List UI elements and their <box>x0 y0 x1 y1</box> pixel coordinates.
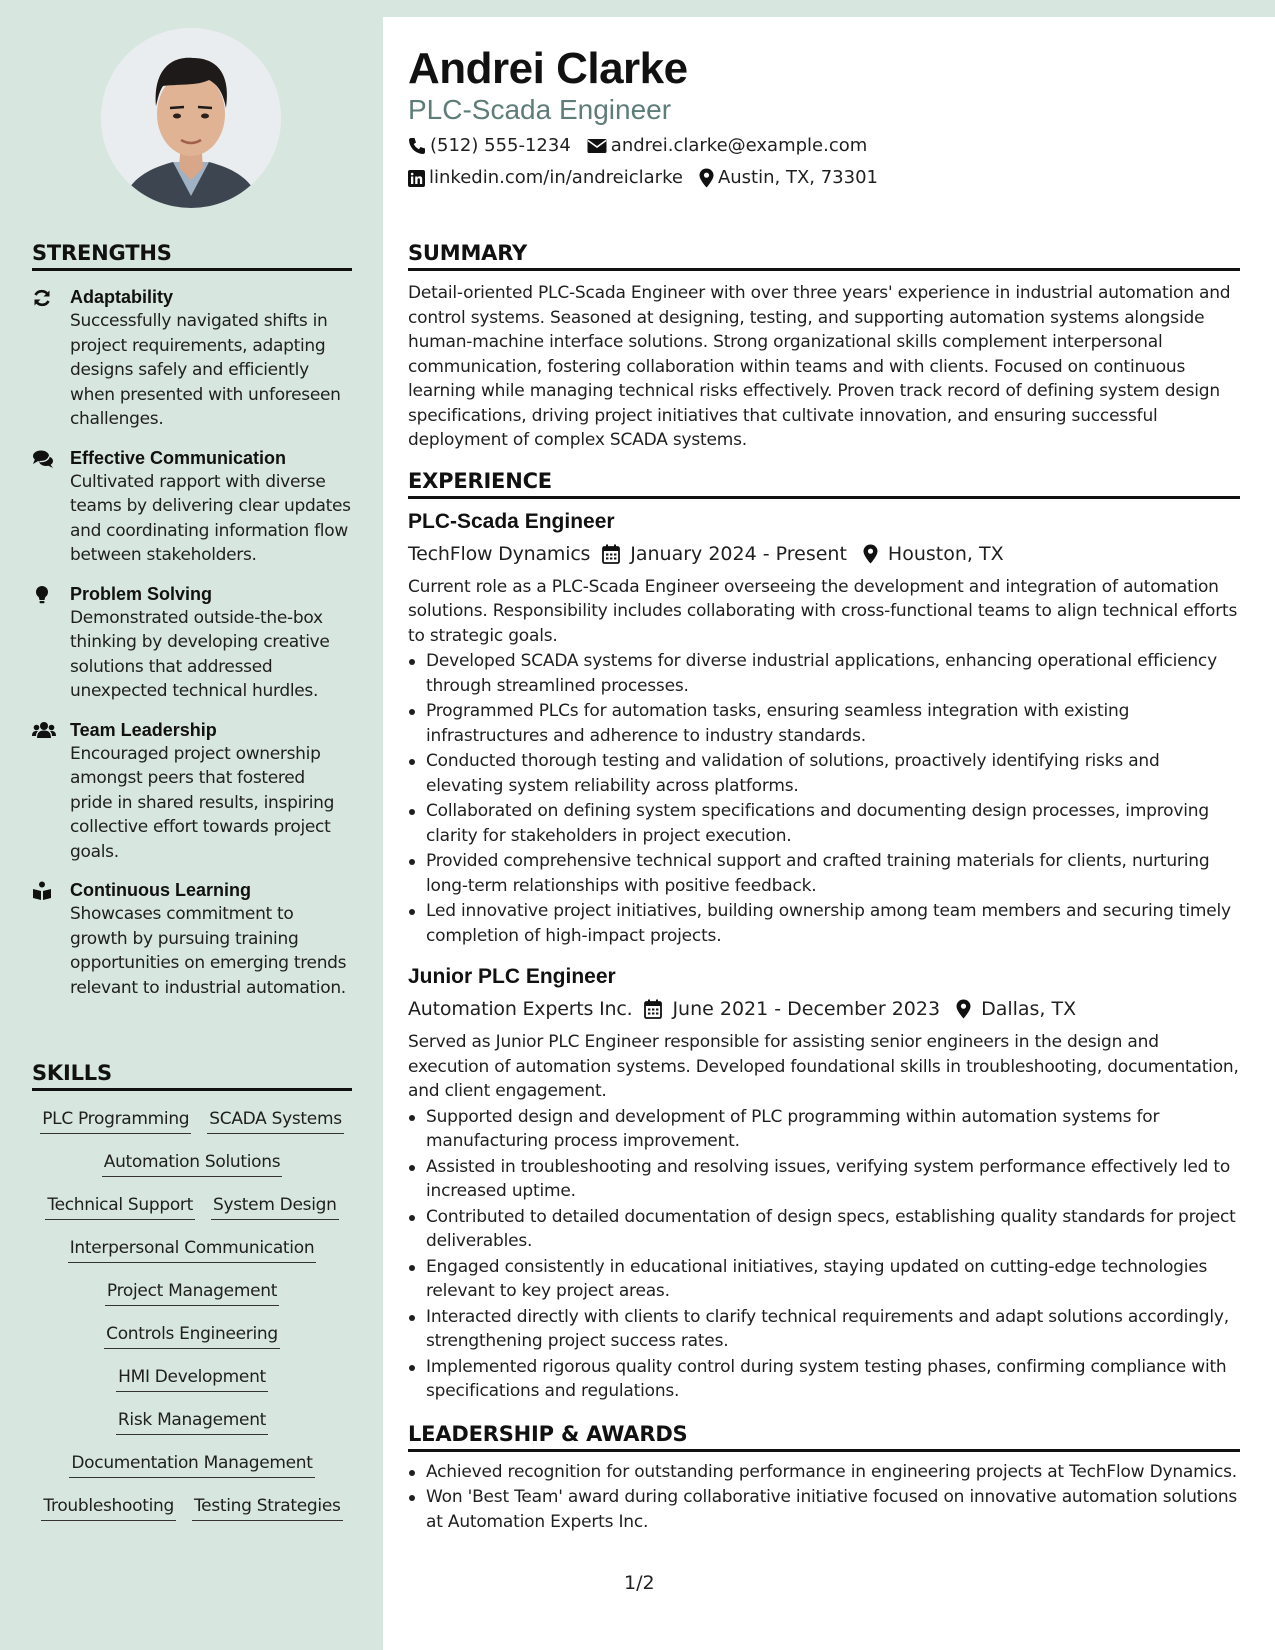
map-pin-icon <box>699 168 714 188</box>
job-location: Houston, TX <box>887 542 1004 565</box>
job-title: PLC-Scada Engineer <box>408 509 615 533</box>
company-name: Automation Experts Inc. <box>408 998 633 1020</box>
strength-description: Showcases commitment to growth by pursuing training opportunities on emerging trends relevant to industrial automation. <box>70 904 347 998</box>
contact-row <box>408 133 1240 159</box>
phone-text: (512) 555-1234 <box>430 135 571 156</box>
job-bullet: Collaborated on defining system specifications and documenting design processes, improving clarity for stakeholders in project execution. <box>408 799 1240 848</box>
map-pin-icon <box>956 999 971 1019</box>
skill-tag: Risk Management <box>116 1408 268 1435</box>
candidate-name: Andrei Clarke <box>408 44 688 93</box>
skill-tag: Troubleshooting <box>41 1494 176 1521</box>
job-bullet: Led innovative project initiatives, building ownership among team members and securing timely completion of high-impact projects. <box>408 899 1240 948</box>
company-name: TechFlow Dynamics <box>408 542 591 565</box>
summary-text: Detail-oriented PLC-Scada Engineer with over three years' experience in industrial automation and control systems. Seasoned at designing, testing, and supporting automation systems alongside human-machine interface solutions. Strong organizational skills complement interpersonal communication, fostering collaboration within teams and with clients. Focused on continuous learning while managing technical risks effectively. Proven track record of defining system design specifications, driving project initiatives that cultivate innovation, and ensuring successful deployment of complex SCADA systems. <box>408 283 1231 450</box>
job-title: Junior PLC Engineer <box>408 965 616 988</box>
job-bullets <box>408 1105 1240 1404</box>
sidebar <box>0 0 383 1650</box>
skill-tag: Interpersonal Communication <box>68 1236 317 1263</box>
main-content <box>408 17 1240 1650</box>
awards-heading: LEADERSHIP & AWARDS <box>408 1422 1240 1452</box>
job-bullet: Interacted directly with clients to clarify technical requirements and adapt solutions accordingly, strengthening project success rates. <box>408 1305 1240 1354</box>
skills-section <box>32 1061 352 1521</box>
experience-heading: EXPERIENCE <box>408 469 1240 499</box>
strength-item <box>32 582 352 704</box>
calendar-icon <box>602 544 620 564</box>
job-bullet: Assisted in troubleshooting and resolving issues, verifying system performance effectively led to increased uptime. <box>408 1155 1240 1204</box>
calendar-icon <box>644 999 662 1019</box>
strength-description: Encouraged project ownership amongst peers that fostered pride in shared results, inspiring collective effort towards project goals. <box>70 743 335 862</box>
job-bullet: Provided comprehensive technical support and crafted training materials for clients, nurturing long-term relationships with positive feedback. <box>408 849 1240 898</box>
skill-tag: System Design <box>211 1193 339 1220</box>
envelope-icon <box>587 138 607 154</box>
email-text[interactable]: andrei.clarke@example.com <box>610 135 868 156</box>
job-bullet: Programmed PLCs for automation tasks, ensuring seamless integration with existing infrastructures and adherence to industry standards. <box>408 699 1240 748</box>
award-item: Achieved recognition for outstanding performance in engineering projects at TechFlow Dynamics. <box>408 1460 1240 1485</box>
strength-description: Cultivated rapport with diverse teams by delivering clear updates and coordinating information flow between stakeholders. <box>70 471 351 565</box>
skill-tag: Technical Support <box>45 1193 195 1220</box>
job-bullet: Supported design and development of PLC programming within automation systems for manufacturing process improvement. <box>408 1105 1240 1154</box>
skill-tag: Testing Strategies <box>192 1494 343 1521</box>
location-contact <box>699 165 878 191</box>
strength-item <box>32 878 352 1000</box>
job-bullet: Implemented rigorous quality control during system testing phases, confirming compliance with specifications and regulations. <box>408 1355 1240 1404</box>
skill-tag: Controls Engineering <box>104 1322 280 1349</box>
page-number: 1/2 <box>624 1572 655 1594</box>
candidate-role: PLC-Scada Engineer <box>408 94 672 125</box>
sync-icon <box>32 285 70 432</box>
email-contact[interactable] <box>587 133 868 159</box>
skill-tag: SCADA Systems <box>207 1107 343 1134</box>
skill-tag: HMI Development <box>116 1365 268 1392</box>
job-bullet: Developed SCADA systems for diverse industrial applications, enhancing operational efficiency through streamlined processes. <box>408 649 1240 698</box>
strength-item <box>32 446 352 568</box>
strength-item <box>32 718 352 865</box>
job-meta <box>408 541 1240 567</box>
strength-description: Successfully navigated shifts in project requirements, adapting designs safely and efficiently when presented with unforeseen challenges. <box>70 311 341 429</box>
skills-heading: SKILLS <box>32 1061 352 1091</box>
job-entry <box>408 964 1240 1404</box>
strength-title: Continuous Learning <box>70 880 251 900</box>
job-description: Served as Junior PLC Engineer responsible for assisting senior engineers in the design and execution of automation systems. Developed foundational skills in troubleshooting, documentation, and client engagement. <box>408 1032 1239 1101</box>
book-reader-icon <box>32 878 70 1000</box>
job-bullet: Contributed to detailed documentation of design specs, establishing quality standards for project deliverables. <box>408 1205 1240 1254</box>
strength-title: Team Leadership <box>70 719 217 740</box>
skill-tag: PLC Programming <box>40 1107 191 1134</box>
lightbulb-icon <box>32 582 70 704</box>
job-bullet: Conducted thorough testing and validation of solutions, proactively identifying risks and elevating system reliability across platforms. <box>408 749 1240 798</box>
job-bullet: Engaged consistently in educational initiatives, staying updated on cutting-edge technologies relevant to key project areas. <box>408 1255 1240 1304</box>
users-icon <box>32 718 70 865</box>
summary-section <box>408 241 1240 453</box>
strength-item <box>32 285 352 432</box>
strength-title: Adaptability <box>70 287 174 307</box>
job-meta <box>408 996 1240 1022</box>
skill-tag: Project Management <box>105 1279 279 1306</box>
strengths-section <box>32 241 352 1000</box>
strength-description: Demonstrated outside-the-box thinking by developing creative solutions that addressed unexpected technical hurdles. <box>70 607 330 701</box>
linkedin-text[interactable]: linkedin.com/in/andreiclarke <box>429 167 683 188</box>
awards-bullets <box>408 1460 1240 1535</box>
job-dates: January 2024 - Present <box>630 542 847 565</box>
map-pin-icon <box>863 544 878 564</box>
skill-tag: Documentation Management <box>69 1451 314 1478</box>
location-text: Austin, TX, 73301 <box>717 167 878 188</box>
job-entry <box>408 509 1240 949</box>
comments-icon <box>32 446 70 568</box>
awards-section <box>408 1422 1240 1535</box>
phone-contact <box>408 133 571 159</box>
job-description: Current role as a PLC-Scada Engineer overseeing the development and integration of automation solutions. Responsibility includes collaborating with cross-functional teams to align technical efforts to strategic goals. <box>408 576 1238 646</box>
experience-section <box>408 469 1240 1404</box>
summary-heading: SUMMARY <box>408 241 1240 271</box>
strengths-heading: STRENGTHS <box>32 241 352 271</box>
job-location: Dallas, TX <box>981 998 1077 1020</box>
job-bullets <box>408 649 1240 948</box>
strength-title: Effective Communication <box>70 447 287 468</box>
linkedin-contact[interactable] <box>408 165 683 191</box>
linkedin-icon <box>408 170 425 187</box>
contact-row <box>408 165 1240 191</box>
skill-tag: Automation Solutions <box>102 1150 283 1177</box>
strength-title: Problem Solving <box>70 583 213 604</box>
job-dates: June 2021 - December 2023 <box>672 998 941 1020</box>
profile-photo <box>101 28 281 208</box>
phone-icon <box>408 137 426 155</box>
award-item: Won 'Best Team' award during collaborative initiative focused on innovative automation solutions at Automation Experts Inc. <box>408 1485 1240 1534</box>
